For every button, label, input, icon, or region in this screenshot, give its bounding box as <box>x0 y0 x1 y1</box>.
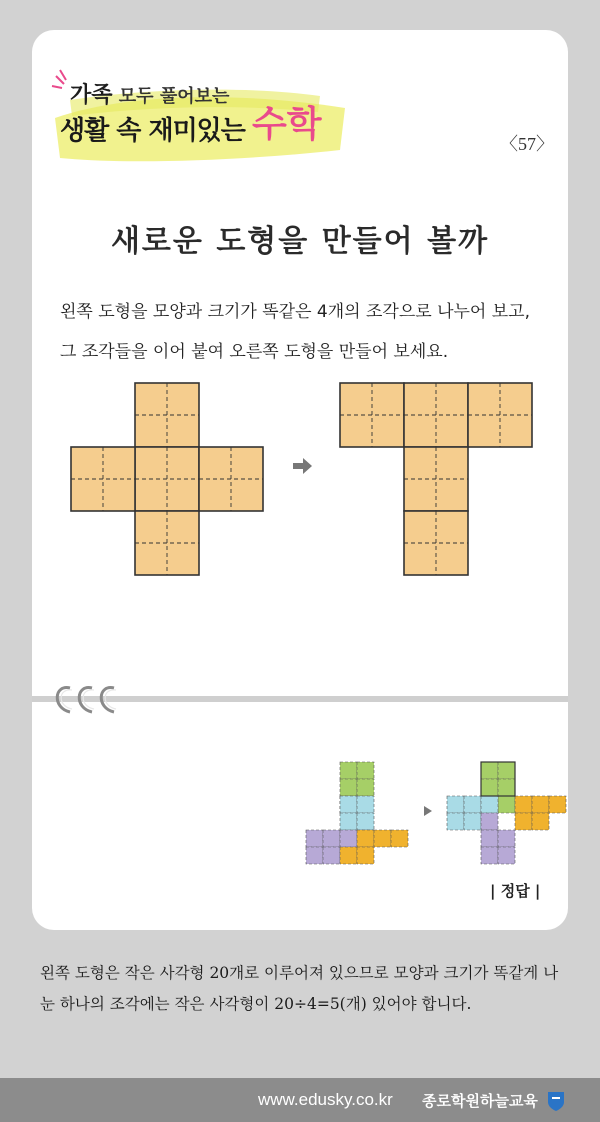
t-shape-cell <box>404 383 468 447</box>
brand-line1-rest: 모두 풀어보는 <box>112 86 230 107</box>
right-arrow-icon <box>293 458 312 474</box>
footer-org: 종로학원하늘교육 <box>422 1092 538 1110</box>
brand-line2: 생활 속 재미있는 <box>60 116 245 146</box>
t-shape-cell <box>340 383 404 447</box>
brand-accent: 수학 <box>252 104 322 145</box>
plus-shape-cell <box>135 511 199 575</box>
brand-line1-first: 가족 <box>70 83 113 108</box>
plus-shape-cell <box>199 447 263 511</box>
t-shape-cell <box>404 511 468 575</box>
binder-ring-highlight <box>83 690 94 709</box>
left-arrow-icon <box>424 806 432 816</box>
problem-instruction: 왼쪽 도형을 모양과 크기가 똑같은 4개의 조각으로 나누어 보고, 그 조각들을 이어 붙여 오른쪽 도형을 만들어 보세요. <box>60 302 530 362</box>
footer-bar <box>0 1078 600 1122</box>
org-logo-icon <box>546 1090 566 1112</box>
plus-shape-cell <box>135 447 199 511</box>
answer-explanation: 왼쪽 도형은 작은 사각형 20개로 이루어져 있으므로 모양과 크기가 똑같게 나눈 하나의 조각에는 작은 사각형이 20÷4=5(개) 있어야 합니다. <box>40 964 559 1013</box>
answer-label: | 정답 | <box>490 882 541 900</box>
plus-shape-cell <box>135 383 199 447</box>
answer-piece <box>481 813 515 864</box>
t-shape-cell <box>468 383 532 447</box>
answer-piece <box>515 796 566 830</box>
episode-number: 〈57〉 <box>500 134 554 154</box>
binder-ring-highlight <box>105 690 116 709</box>
t-shape-cell <box>404 447 468 511</box>
plus-shape-cell <box>71 447 135 511</box>
binder-ring-highlight <box>61 690 72 709</box>
problem-title: 새로운 도형을 만들어 볼까 <box>110 224 490 259</box>
footer-url[interactable]: www.edusky.co.kr <box>258 1090 393 1109</box>
